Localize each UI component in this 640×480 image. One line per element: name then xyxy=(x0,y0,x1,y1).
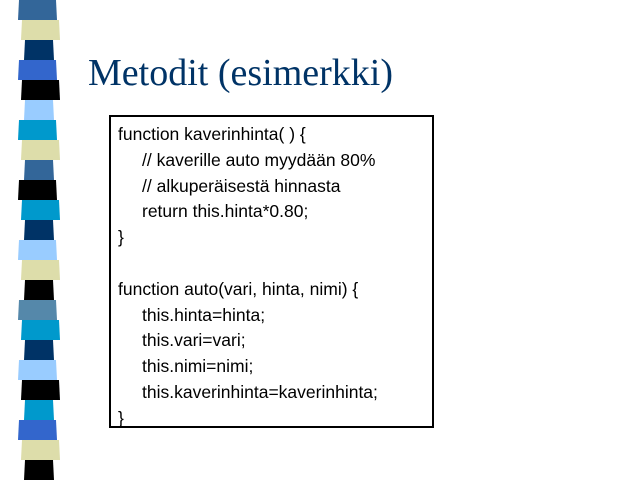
strip-block xyxy=(24,400,54,420)
strip-block xyxy=(24,40,54,60)
strip-block xyxy=(21,320,60,340)
strip-graphic xyxy=(0,0,70,480)
code-line: function auto(vari, hinta, nimi) { xyxy=(118,278,359,299)
code-line xyxy=(118,251,378,277)
strip-block xyxy=(18,60,57,80)
code-line: this.vari=vari; xyxy=(142,330,246,351)
code-line: // kaverille auto myydään 80% xyxy=(142,149,376,170)
strip-block xyxy=(18,300,57,320)
strip-block xyxy=(24,340,54,360)
strip-block xyxy=(21,140,60,160)
strip-block xyxy=(24,220,54,240)
code-line: return this.hinta*0.80; xyxy=(142,201,309,222)
strip-block xyxy=(18,0,57,20)
strip-block xyxy=(21,20,60,40)
strip-block xyxy=(21,200,60,220)
strip-block xyxy=(24,460,54,480)
strip-block xyxy=(24,100,54,120)
code-line: } xyxy=(118,227,124,248)
strip-block xyxy=(18,360,57,380)
strip-block xyxy=(21,440,60,460)
code-line: // alkuperäisestä hinnasta xyxy=(142,175,341,196)
strip-block xyxy=(24,280,54,300)
strip-block xyxy=(21,260,60,280)
code-lines xyxy=(118,122,378,432)
strip-block xyxy=(21,380,60,400)
code-line: } xyxy=(118,407,124,428)
strip-block xyxy=(18,240,57,260)
code-line: this.kaverinhinta=kaverinhinta; xyxy=(142,381,378,402)
code-line: this.nimi=nimi; xyxy=(142,356,254,377)
code-line: function kaverinhinta( ) { xyxy=(118,124,306,144)
strip-block xyxy=(18,420,57,440)
strip-block xyxy=(21,80,60,100)
strip-block xyxy=(18,120,57,140)
strip-block xyxy=(18,180,57,200)
code-example-box xyxy=(109,115,434,428)
decorative-side-strip xyxy=(0,0,70,480)
code-line: this.hinta=hinta; xyxy=(142,304,266,325)
slide-title: Metodit (esimerkki) xyxy=(88,52,393,94)
strip-block xyxy=(24,160,54,180)
